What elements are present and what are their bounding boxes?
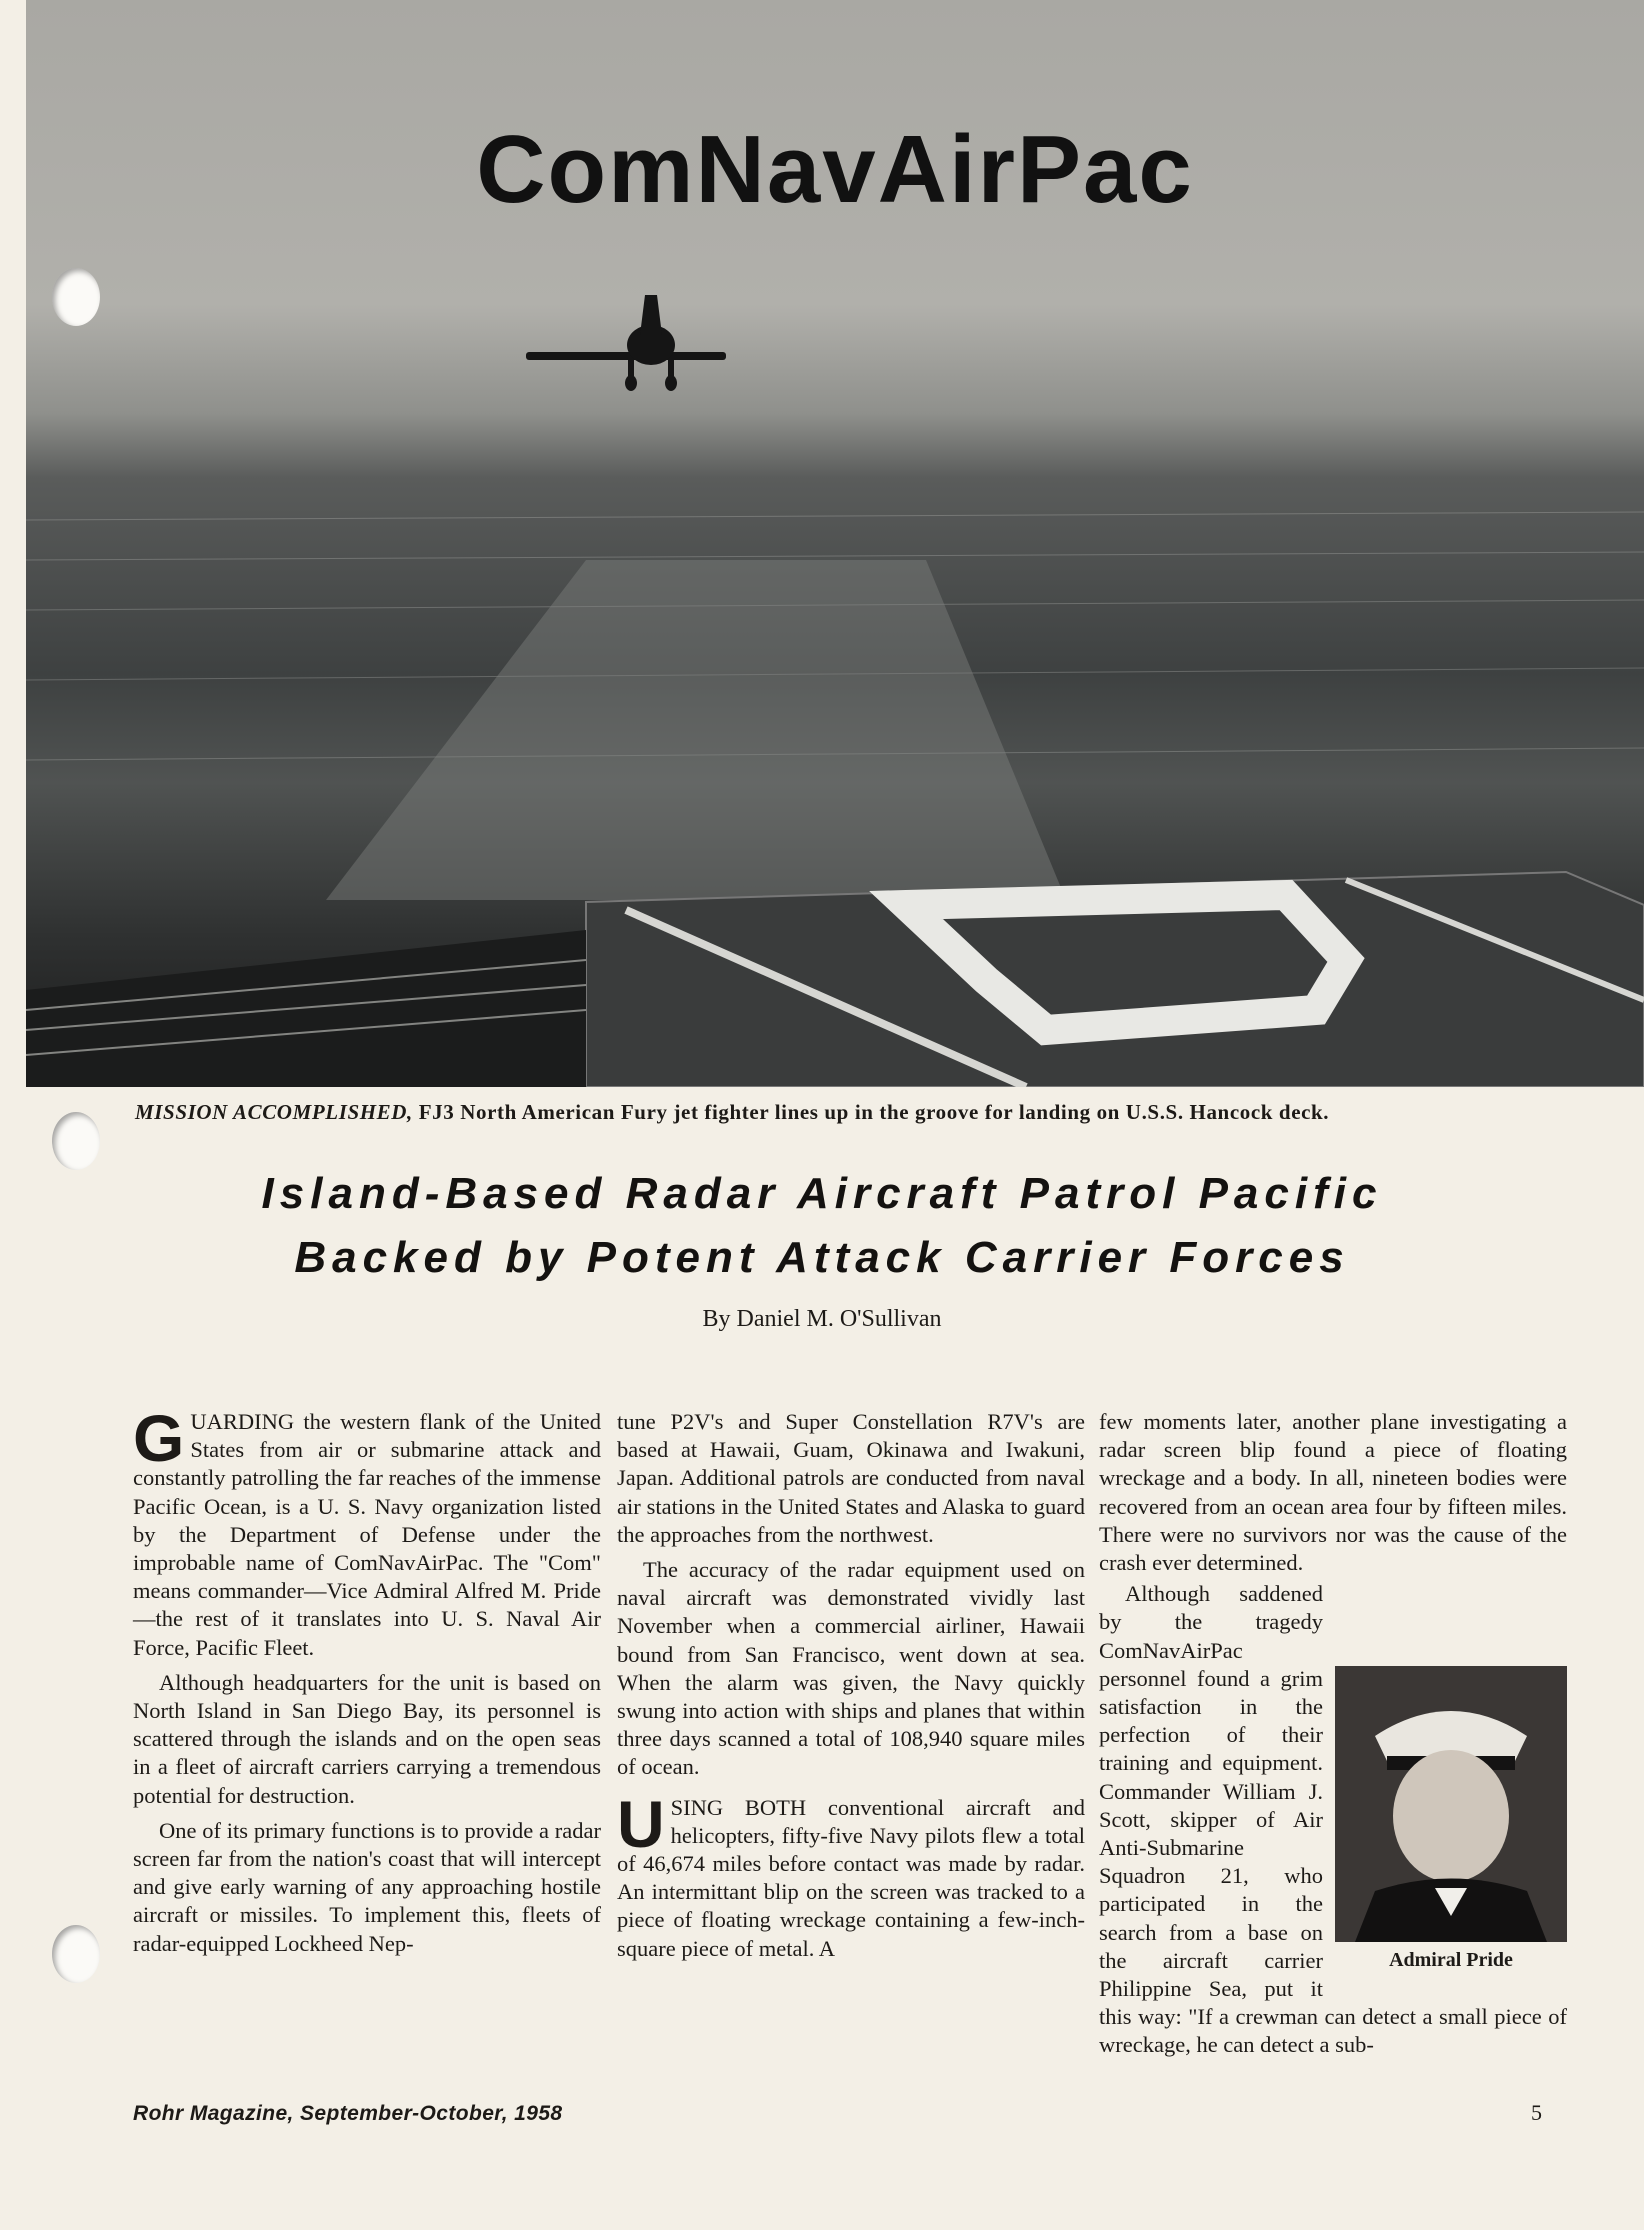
paragraph-text: UARDING the western flank of the United States from air or submarine attack and constantly patrolling the far reaches of the immense Pacific Ocean, is a U. S. Navy organization listed by the Department of Defense under the improbable name of ComNavAirPac. The "Com" means commander—Vice Admiral Alfred M. Pride—the rest of it translates into U. S. Naval Air Force, Pacific Fleet. xyxy=(133,1409,601,1660)
photo-caption xyxy=(135,1100,1555,1125)
headline-line-1: Island-Based Radar Aircraft Patrol Pacific xyxy=(261,1169,1383,1218)
binder-hole-bottom xyxy=(52,1925,100,1983)
admiral-portrait xyxy=(1335,1666,1567,1942)
paragraph: Although headquarters for the unit is based on North Island in San Diego Bay, its personnel is scattered through the islands and on the open seas in a fleet of aircraft carriers carrying a tremendous potential for destruction. xyxy=(133,1669,601,1808)
masthead-title: ComNavAirPac xyxy=(476,116,1194,223)
carrier-landing-photo xyxy=(26,0,1644,1087)
paragraph: few moments later, another plane investigating a radar screen blip found a piece of floating wreckage and a body. In all, nineteen bodies were recovered from an ocean area four by fifteen miles. There were no survivors nor was the cause of the crash ever determined. xyxy=(1099,1409,1567,1576)
paragraph: The accuracy of the radar equipment used on naval aircraft was demonstrated vividly last November when a commercial airliner, Hawaii bound from San Francisco, went down at sea. When the alarm was given, the Navy quickly swung into action with ships and planes that within three days scanned a total of 108,940 square miles of ocean. xyxy=(617,1557,1085,1780)
article-column-2 xyxy=(617,1408,1085,1963)
headline-line-2: Backed by Potent Attack Carrier Forces xyxy=(294,1233,1350,1282)
article-column-3 xyxy=(1099,1408,1567,2060)
caption-text: FJ3 North American Fury jet fighter lines up in the groove for landing on U.S.S. Hancock deck. xyxy=(412,1100,1330,1124)
paragraph xyxy=(133,1401,601,1662)
portrait-figure xyxy=(1335,1666,1567,1974)
drop-cap: G xyxy=(133,1401,185,1475)
paragraph: One of its primary functions is to provide a radar screen far from the nation's coast that will intercept and give early warning of any approaching hostile aircraft or missiles. To implement this, fleets of radar-equipped Lockheed Nep- xyxy=(133,1817,601,1956)
paragraph-text: SING BOTH conventional aircraft and helicopters, fifty-five Navy pilots flew a total of 46,674 miles before contact was made by radar. An intermittant blip on the screen was tracked to a piece of floating wreckage containing a few-inch-square piece of metal. A xyxy=(617,1794,1085,1961)
article-column-1 xyxy=(133,1401,601,1958)
byline: By Daniel M. O'Sullivan xyxy=(702,1306,942,1332)
publication-footer: Rohr Magazine, September-October, 1958 xyxy=(133,2102,563,2125)
caption-lead: MISSION ACCOMPLISHED, xyxy=(135,1100,413,1124)
binder-hole-top xyxy=(52,268,100,326)
page-number: 5 xyxy=(1531,2100,1542,2125)
paragraph: Although saddened by the tragedy ComNavAirPac personnel found a grim satisfaction in the perfection of their training and equipment. Commander William J. Scott, skipper of Air Anti-Submarine Squadron 21, who participated in the search from a base on the aircraft carrier Philippine Sea, put it this way: "If a crewman can detect a small piece of wreckage, he can detect a sub- xyxy=(1099,1581,1567,2058)
article-headline xyxy=(0,1162,1644,1290)
portrait-illustration xyxy=(1335,1666,1567,1942)
portrait-caption: Admiral Pride xyxy=(1389,1949,1513,1972)
drop-cap: U xyxy=(617,1786,665,1861)
paragraph: tune P2V's and Super Constellation R7V's are based at Hawaii, Guam, Okinawa and Iwakuni, Japan. Additional patrols are conducted from naval air stations in the United States and Alaska to guard the approaches from the northwest. xyxy=(617,1409,1085,1547)
jet-silhouette xyxy=(526,295,726,391)
paragraph xyxy=(617,1786,1085,1963)
